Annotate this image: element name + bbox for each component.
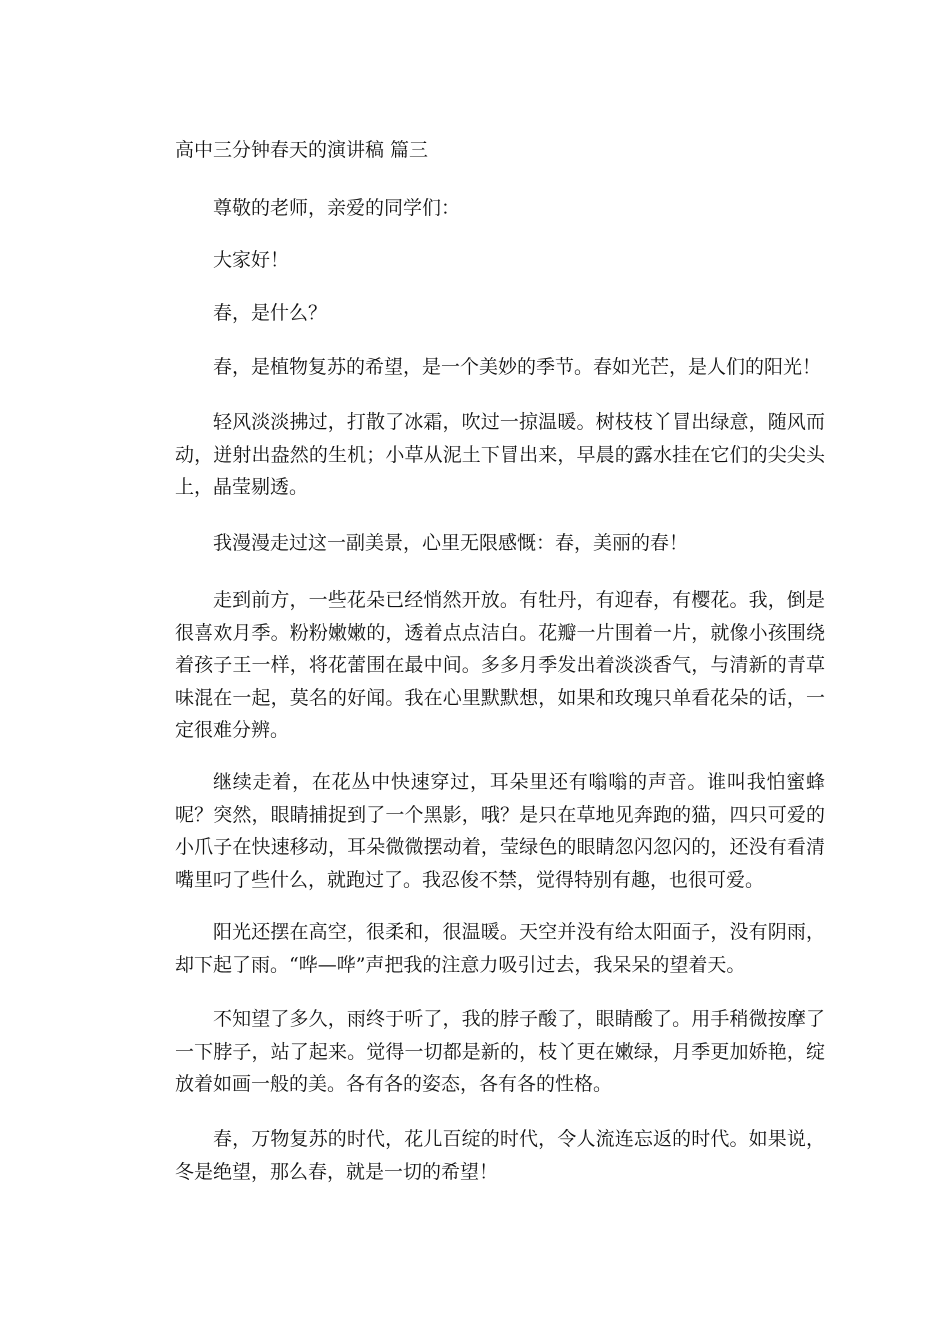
- paragraph-question: 春，是什么？: [213, 302, 328, 324]
- paragraph-cat: 继续走着，在花丛中快速穿过，耳朵里还有嗡嗡的声音。谁叫我怕蜜蜂呢？突然，眼睛捕捉到了一个黑影，哦？是只在草地见奔跑的猫，四只可爱的小爪子在快速移动，耳朵微微摆动着，莹绿色的眼睛忽闪忽闪的，还没有看清嘴里叼了些什么，就跑过了。我忍俊不禁，觉得特别有趣，也很可爱。: [175, 771, 825, 891]
- paragraph-salutation: 尊敬的老师，亲爱的同学们：: [213, 197, 461, 219]
- paragraph-after-rain: 不知望了多久，雨终于听了，我的脖子酸了，眼睛酸了。用手稍微按摩了一下脖子，站了起来。觉得一切都是新的，枝丫更在嫩绿，月季更加娇艳，绽放着如画一般的美。各有各的姿态，各有各的性格。: [175, 1008, 825, 1095]
- document-title: 高中三分钟春天的演讲稿 篇三: [175, 139, 429, 161]
- paragraph-rain: 阳光还摆在高空，很柔和，很温暖。天空并没有给太阳面子，没有阴雨，却下起了雨。“哗—哗”声把我的注意力吸引过去，我呆呆的望着天。: [175, 921, 825, 976]
- paragraph-spring-hope: 春，是植物复苏的希望，是一个美妙的季节。春如光芒，是人们的阳光！: [213, 356, 822, 378]
- paragraph-greeting: 大家好！: [213, 249, 290, 271]
- paragraph-scenery: 我漫漫走过这一副美景，心里无限感慨：春，美丽的春！: [213, 532, 689, 554]
- paragraph-breeze: 轻风淡淡拂过，打散了冰霜，吹过一掠温暖。树枝枝丫冒出绿意，随风而动，迸射出盎然的生机；小草从泥土下冒出来，早晨的露水挂在它们的尖尖头上，晶莹剔透。: [175, 411, 825, 498]
- paragraph-flowers: 走到前方，一些花朵已经悄然开放。有牡丹，有迎春，有樱花。我，倒是很喜欢月季。粉粉嫩嫩的，透着点点洁白。花瓣一片围着一片，就像小孩围绕着孩子王一样，将花蕾围在最中间。多多月季发出着淡淡香气，与清新的青草味混在一起，莫名的好闻。我在心里默默想，如果和玫瑰只单看花朵的话，一定很难分辨。: [175, 589, 825, 741]
- paragraph-conclusion: 春，万物复苏的时代，花儿百绽的时代，令人流连忘返的时代。如果说，冬是绝望，那么春，就是一切的希望！: [175, 1128, 825, 1183]
